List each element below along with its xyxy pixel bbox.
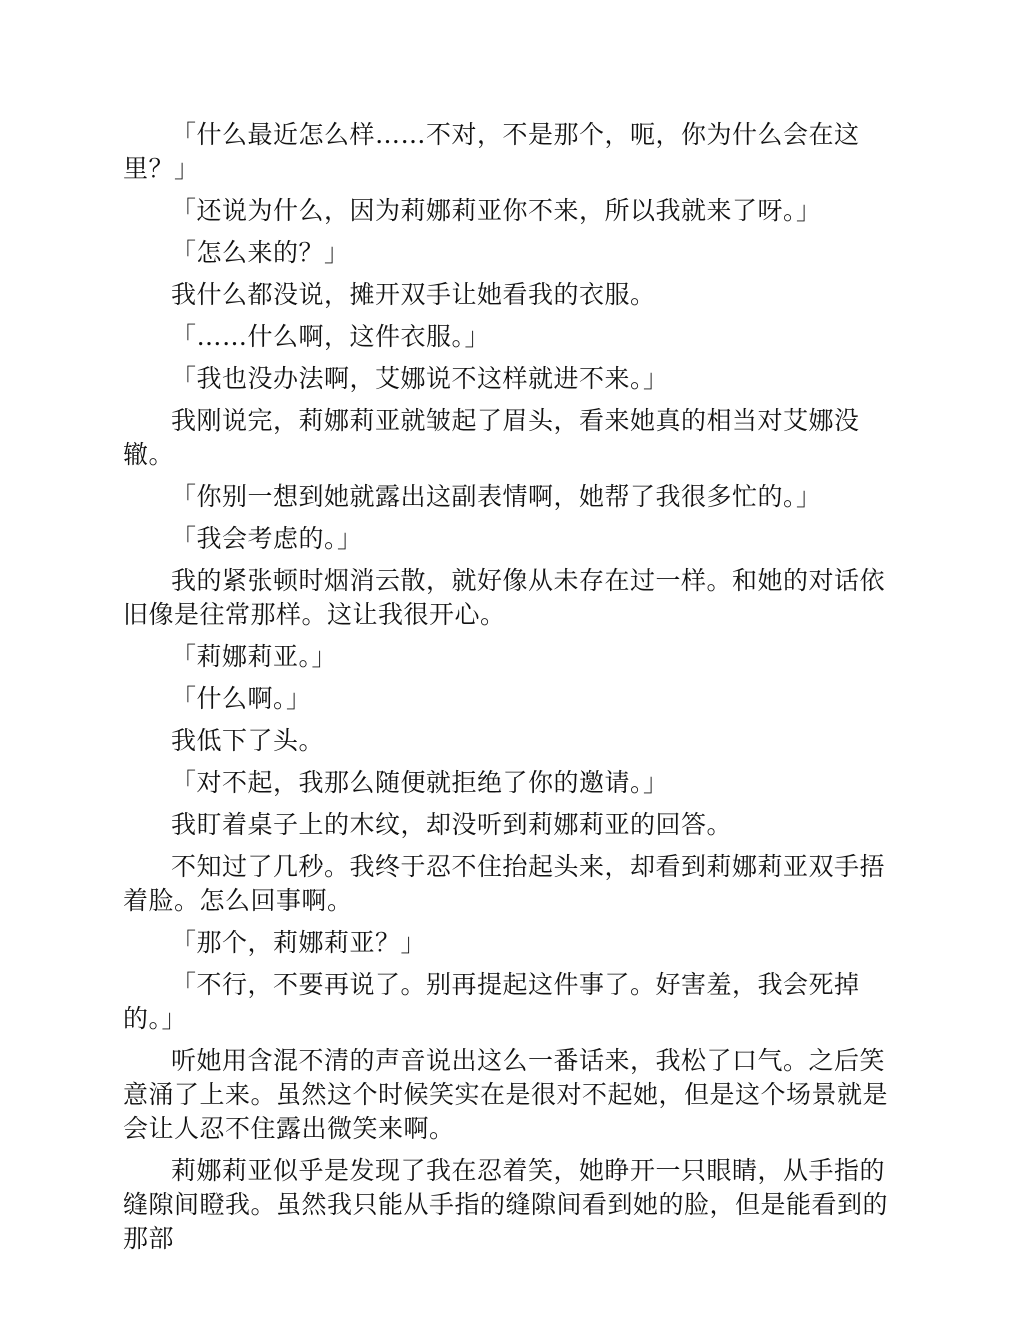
paragraph: 「对不起，我那么随便就拒绝了你的邀请。」 [171, 768, 669, 797]
paragraph: 我盯着桌子上的木纹，却没听到莉娜莉亚的回答。 [171, 810, 733, 839]
novel-text-body [123, 118, 899, 1264]
paragraph: 「不行，不要再说了。别再提起这件事了。好害羞，我会死掉的。」 [123, 970, 860, 1033]
paragraph: 我什么都没说，摊开双手让她看我的衣服。 [171, 280, 656, 309]
paragraph: 「我也没办法啊，艾娜说不这样就进不来。」 [171, 364, 669, 393]
paragraph: 我低下了头。 [171, 726, 325, 755]
paragraph: 「莉娜莉亚。」 [171, 642, 338, 671]
paragraph: 「……什么啊，这件衣服。」 [171, 322, 491, 351]
paragraph: 我刚说完，莉娜莉亚就皱起了眉头，看来她真的相当对艾娜没辙。 [123, 406, 860, 469]
paragraph: 「那个，莉娜莉亚？」 [171, 928, 427, 957]
paragraph: 「你别一想到她就露出这副表情啊，她帮了我很多忙的。」 [171, 482, 822, 511]
paragraph: 「怎么来的？」 [171, 238, 350, 267]
paragraph: 不知过了几秒。我终于忍不住抬起头来，却看到莉娜莉亚双手捂着脸。怎么回事啊。 [123, 852, 886, 915]
paragraph: 「什么啊。」 [171, 684, 312, 713]
paragraph: 听她用含混不清的声音说出这么一番话来，我松了口气。之后笑意涌了上来。虽然这个时候笑实在是很对不起她，但是这个场景就是会让人忍不住露出微笑来啊。 [123, 1046, 889, 1143]
paragraph: 「什么最近怎么样……不对，不是那个，呃，你为什么会在这里？」 [123, 120, 860, 183]
paragraph: 「还说为什么，因为莉娜莉亚你不来，所以我就来了呀。」 [171, 196, 822, 225]
paragraph: 「我会考虑的。」 [171, 524, 363, 553]
paragraph: 我的紧张顿时烟消云散，就好像从未存在过一样。和她的对话依旧像是往常那样。这让我很开心。 [123, 566, 886, 629]
paragraph: 莉娜莉亚似乎是发现了我在忍着笑，她睁开一只眼睛，从手指的缝隙间瞪我。虽然我只能从手指的缝隙间看到她的脸，但是能看到的那部 [123, 1156, 889, 1253]
